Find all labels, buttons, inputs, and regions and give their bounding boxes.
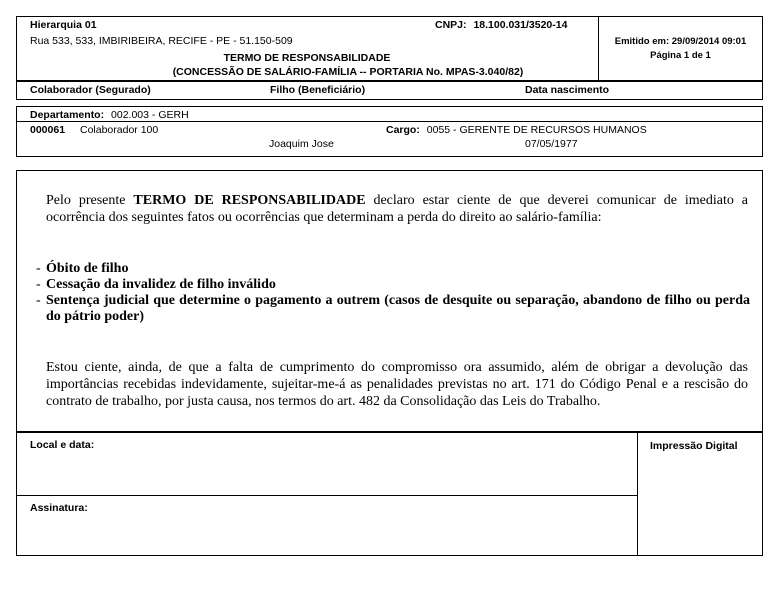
document-subtitle: (CONCESSÃO DE SALÁRIO-FAMÍLIA -- PORTARIA No. MPAS-3.040/82): [172, 66, 524, 78]
col-colaborador: Colaborador (Segurado): [30, 84, 151, 96]
list-item: - Óbito de filho: [36, 261, 750, 277]
footer-divider-vertical: [637, 432, 638, 556]
emitted-date: Emitido em: 29/09/2014 09:01: [614, 36, 747, 47]
company-name: Hierarquia 01: [30, 19, 97, 31]
list-item: - Cessação da invalidez de filho inválido: [36, 277, 750, 293]
list-item-text: Cessação da invalidez de filho inválido: [46, 277, 276, 292]
term-paragraph-1: [46, 192, 748, 226]
dept-label: Departamento:: [30, 109, 105, 121]
cnpj: [435, 19, 567, 31]
page-number: Página 1 de 1: [650, 50, 711, 61]
p1-post: declaro estar ciente de que deverei comunicar de imediato a ocorrência dos seguintes fatos ou ocorrências que determinam a perda do direito ao salário-família:: [46, 193, 748, 225]
col-nascimento: Data nascimento: [525, 84, 610, 96]
employee-name: Colaborador 100: [80, 124, 159, 136]
company-address: Rua 533, 533, IMBIRIBEIRA, RECIFE - PE - 51.150-509: [30, 35, 293, 47]
department: [30, 109, 189, 121]
local-data-label: Local e data:: [30, 439, 95, 451]
cargo: [386, 124, 647, 136]
child-name: Joaquim Jose: [269, 138, 334, 150]
p1-pre: Pelo presente: [46, 193, 134, 208]
list-item-text: Sentença judicial que determine o pagamento a outrem (casos de desquite ou separação, abandono de filho ou perda do pátrio poder): [46, 293, 750, 324]
col-filho: Filho (Beneficiário): [270, 84, 366, 96]
cargo-value: 0055 - GERENTE DE RECURSOS HUMANOS: [426, 124, 647, 136]
cnpj-label: CNPJ:: [435, 19, 467, 31]
cnpj-value: 18.100.031/3520-14: [473, 19, 568, 31]
list-item: - Sentença judicial que determine o pagamento a outrem (casos de desquite ou separação, abandono de filho ou perda do pátrio poder): [36, 293, 750, 324]
cargo-label: Cargo:: [386, 124, 420, 136]
term-paragraph-2: Estou ciente, ainda, de que a falta de cumprimento do compromisso ora assumido, além de obrigar a devolução das importâncias recebidas indevidamente, sujeitar-me-á as penalidades previstas no art. 171 do Código Penal e a rescisão do contrato de trabalho, por justa causa, nos termos do art. 482 da Consolidação das Leis do Trabalho.: [46, 360, 748, 409]
list-item-text: Óbito de filho: [46, 261, 129, 276]
dept-value: 002.003 - GERH: [111, 109, 189, 121]
document-title: TERMO DE RESPONSABILIDADE: [223, 52, 391, 64]
employee-id: 000061: [30, 124, 66, 136]
child-birth: 07/05/1977: [525, 138, 578, 150]
assinatura-label: Assinatura:: [30, 502, 88, 514]
footer-divider-horizontal: [16, 495, 637, 496]
p1-bold: TERMO DE RESPONSABILIDADE: [133, 193, 366, 208]
record-divider: [16, 121, 763, 122]
impressao-digital-label: Impressão Digital: [650, 440, 738, 452]
